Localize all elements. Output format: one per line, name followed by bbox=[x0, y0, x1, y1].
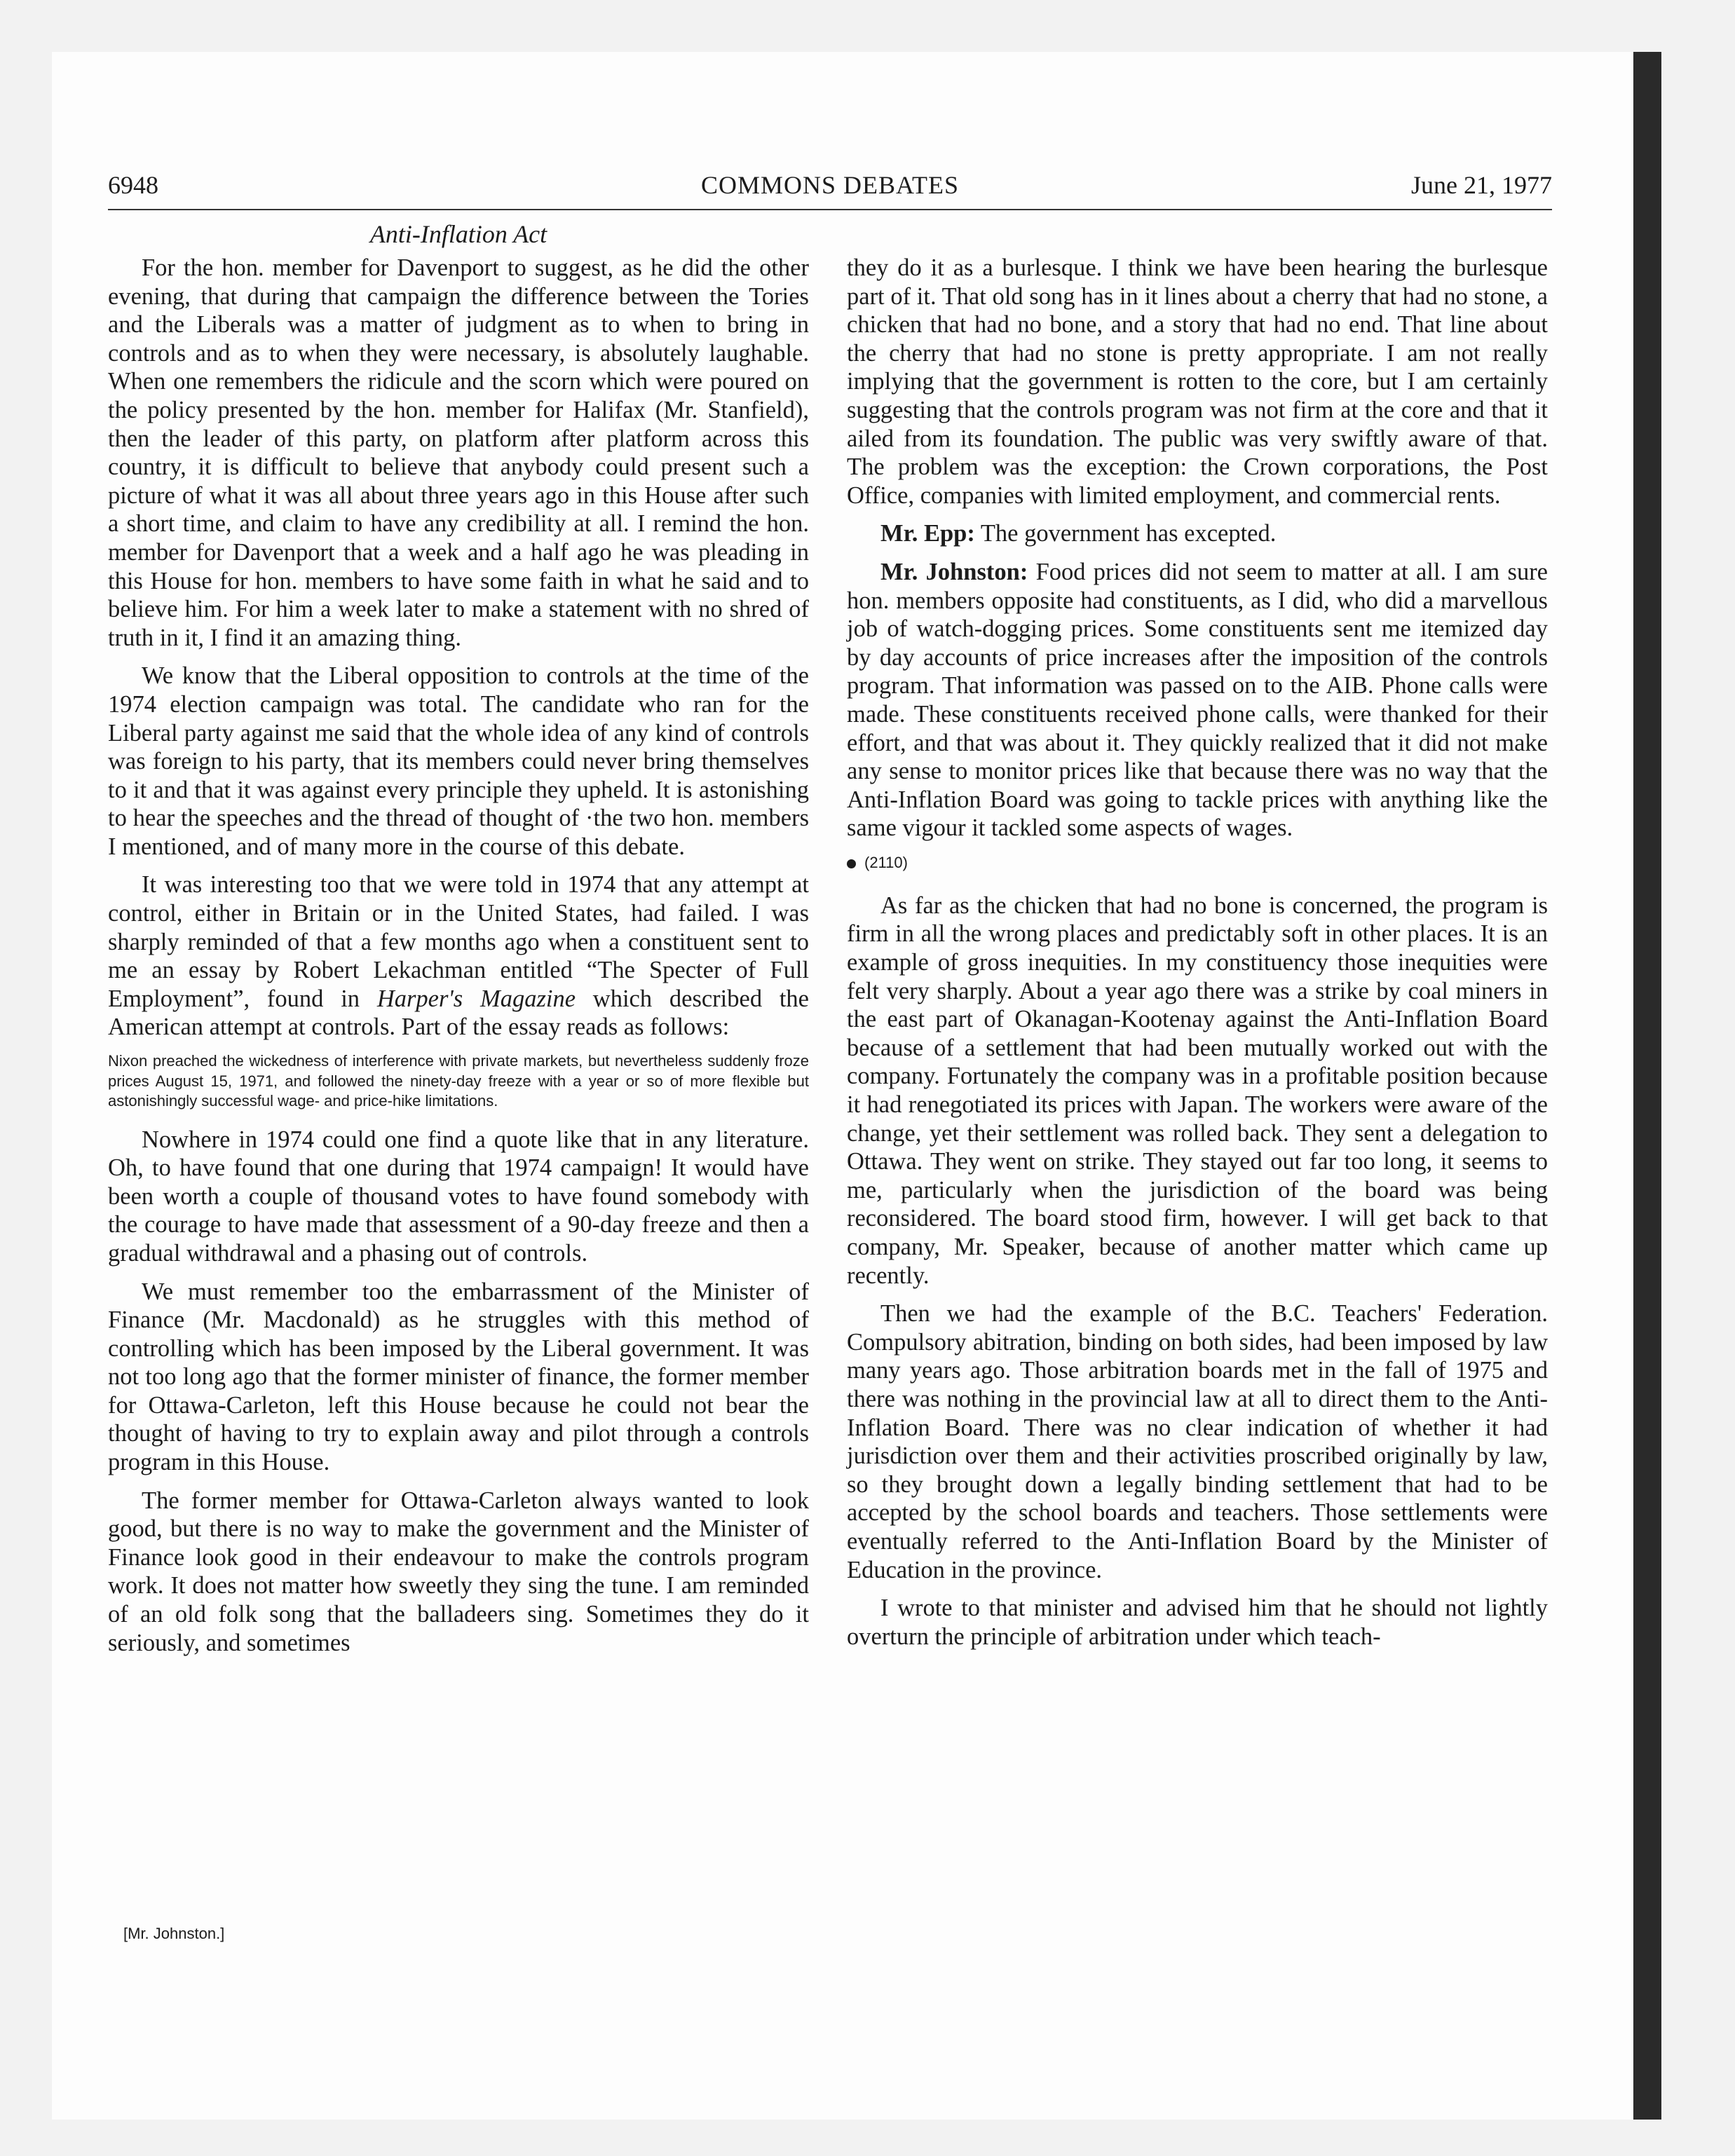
paragraph-text: which described the American attempt at controls. Part of the essay reads as follows: bbox=[108, 985, 809, 1041]
speech-johnston bbox=[847, 558, 1548, 842]
paragraph: For the hon. member for Davenport to suggest, as he did the other evening, that during that campaign the difference between the Tories and the Liberals was a matter of judgment as to when to bring in controls and as to when they were necessary, is absolutely laughable. When one remembers the ridicule and the scorn which were poured on the policy presented by the hon. member for Halifax (Mr. Stanfield), then the leader of this party, on platform after platform across this country, it is difficult to believe that anybody could present such a picture of what it was all about three years ago in this House after such a short time, and claim to have any credibility at all. I remind the hon. member for Davenport that a week and a half ago he was pleading in this House for hon. members to have some faith in what he said and to believe him. For him a week later to make a statement with no shred of truth in it, I find it an amazing thing. bbox=[108, 254, 809, 651]
speech-text: Food prices did not seem to matter at all. I am sure hon. members opposite had constituents, as I did, who did a marvellous job of watch-dogging prices. Some constituents sent me itemized day by day accounts of price increases after the imposition of the controls program. That information was passed on to the AIB. Phone calls were made. These constituents received phone calls, were thanked for their effort, and that was about it. They quickly realized that it did not make any sense to monitor prices like that because there was no way that the Anti-Inflation Board was going to tackle prices with anything like the same vigour it tackled some aspects of wages. bbox=[847, 558, 1548, 842]
right-column bbox=[847, 254, 1548, 1660]
left-column bbox=[108, 254, 809, 1667]
bullet-icon bbox=[847, 859, 856, 868]
speech-epp bbox=[847, 519, 1548, 548]
speech-text: The government has excepted. bbox=[974, 520, 1277, 547]
page-number: 6948 bbox=[108, 171, 158, 199]
publication-name: Harper's Magazine bbox=[376, 985, 576, 1012]
paragraph: Nowhere in 1974 could one find a quote like that in any literature. Oh, to have found that one during that 1974 campaign! It would have been worth a couple of thousand votes to have found somebody with the courage to have made that assessment of a 90-day freeze and then a gradual withdrawal and a phasing out of controls. bbox=[108, 1126, 809, 1267]
time-marker-text: (2110) bbox=[864, 853, 908, 871]
speaker-footnote: [Mr. Johnston.] bbox=[123, 1925, 225, 1942]
paragraph: I wrote to that minister and advised him that he should not lightly overturn the principle of arbitration under which teach- bbox=[847, 1595, 1548, 1650]
speaker-name: Mr. Johnston: bbox=[880, 558, 1028, 585]
paragraph: We must remember too the embarrassment of the Minister of Finance (Mr. Macdonald) as he struggles with this method of controlling which has been imposed by the Liberal government. It was not too long ago that the former minister of finance, the former member for Ottawa-Carleton, left this House because he could not bear the thought of having to try to explain away and pilot through a controls program in this House. bbox=[108, 1278, 809, 1476]
publication-title: COMMONS DEBATES bbox=[700, 171, 960, 199]
paragraph-text: It was interesting too that we were told in 1974 that any attempt at control, either in Britain or in the United States, had failed. I was sharply reminded of that a few months ago when a constituent sent to me an essay by Robert Lekachman entitled “The Specter of Full Employment”, found in bbox=[108, 871, 809, 1012]
speaker-name: Mr. Epp: bbox=[880, 520, 975, 547]
time-marker bbox=[847, 852, 1548, 873]
paragraph: they do it as a burlesque. I think we have been hearing the burlesque part of it. That old song has in it lines about a cherry that had no stone, a chicken that had no bone, and a story that had no end. That line about the cherry that had no stone is pretty appropriate. I am not really implying that the government is rotten to the core, but I am certainly suggesting that the controls program was not firm at the core and that it ailed from its foundation. The public was very swiftly aware of that. The problem was the exception: the Crown corporations, the Post Office, companies with limited employment, and commercial rents. bbox=[847, 254, 1548, 509]
paragraph: Then we had the example of the B.C. Teachers' Federation. Compulsory abitration, binding on both sides, had been imposed by law many years ago. Those arbitration boards met in the fall of 1975 and there was nothing in the provincial law at all to direct them to the Anti-Inflation Board. There was no clear indication of whether it had jurisdiction over them and their activities proscribed originally by law, so they brought down a legally binding settlement that had to be accepted by the school boards and teachers. Those settlements were eventually referred to the Anti-Inflation Board by the Minister of Education in the province. bbox=[847, 1300, 1548, 1583]
paragraph: As far as the chicken that had no bone is concerned, the program is firm in all the wrong places and predictably soft in other places. It is an example of gross inequities. In my constituency those inequities were felt very sharply. About a year ago there was a strike by coal miners in the east part of Okanagan-Kootenay against the Anti-Inflation Board because of a settlement that had been mutually worked out with the company. Fortunately the company was in a profitable position because it had renegotiated its prices with Japan. The workers were aware of the change, yet their settlement was rolled back. They sent a delegation to Ottawa. They went on strike. They stayed out far too long, it seems to me, particularly when the jurisdiction of the board was being reconsidered. The board stood firm, however. I will get back to that company, Mr. Speaker, because of another matter which came up recently. bbox=[847, 892, 1548, 1289]
paragraph: We know that the Liberal opposition to controls at the time of the 1974 election campaign was total. The candidate who ran for the Liberal party against me said that the whole idea of any kind of controls was foreign to his party, that its members could never bring themselves to it and that it was against every principle they upheld. It is astonishing to hear the speeches and the thread of thought of ·the two hon. members I mentioned, and of many more in the course of this debate. bbox=[108, 662, 809, 860]
paragraph bbox=[108, 871, 809, 1042]
running-header bbox=[108, 168, 1552, 210]
subject-heading: Anti-Inflation Act bbox=[369, 220, 547, 248]
scan-edge bbox=[1633, 52, 1661, 2120]
paragraph: The former member for Ottawa-Carleton always wanted to look good, but there is no way to make the government and the Minister of Finance look good in their endeavour to make the controls program work. It does not matter how sweetly they sing the tune. I am reminded of an old folk song that the balladeers sing. Sometimes they do it seriously, and sometimes bbox=[108, 1487, 809, 1656]
header-date: June 21, 1977 bbox=[1411, 171, 1552, 199]
block-quote: Nixon preached the wickedness of interference with private markets, but nevertheless suddenly froze prices August 15, 1971, and followed the ninety-day freeze with a year or so of more flexible but astonishingly successful wage- and price-hike limitations. bbox=[108, 1052, 809, 1110]
